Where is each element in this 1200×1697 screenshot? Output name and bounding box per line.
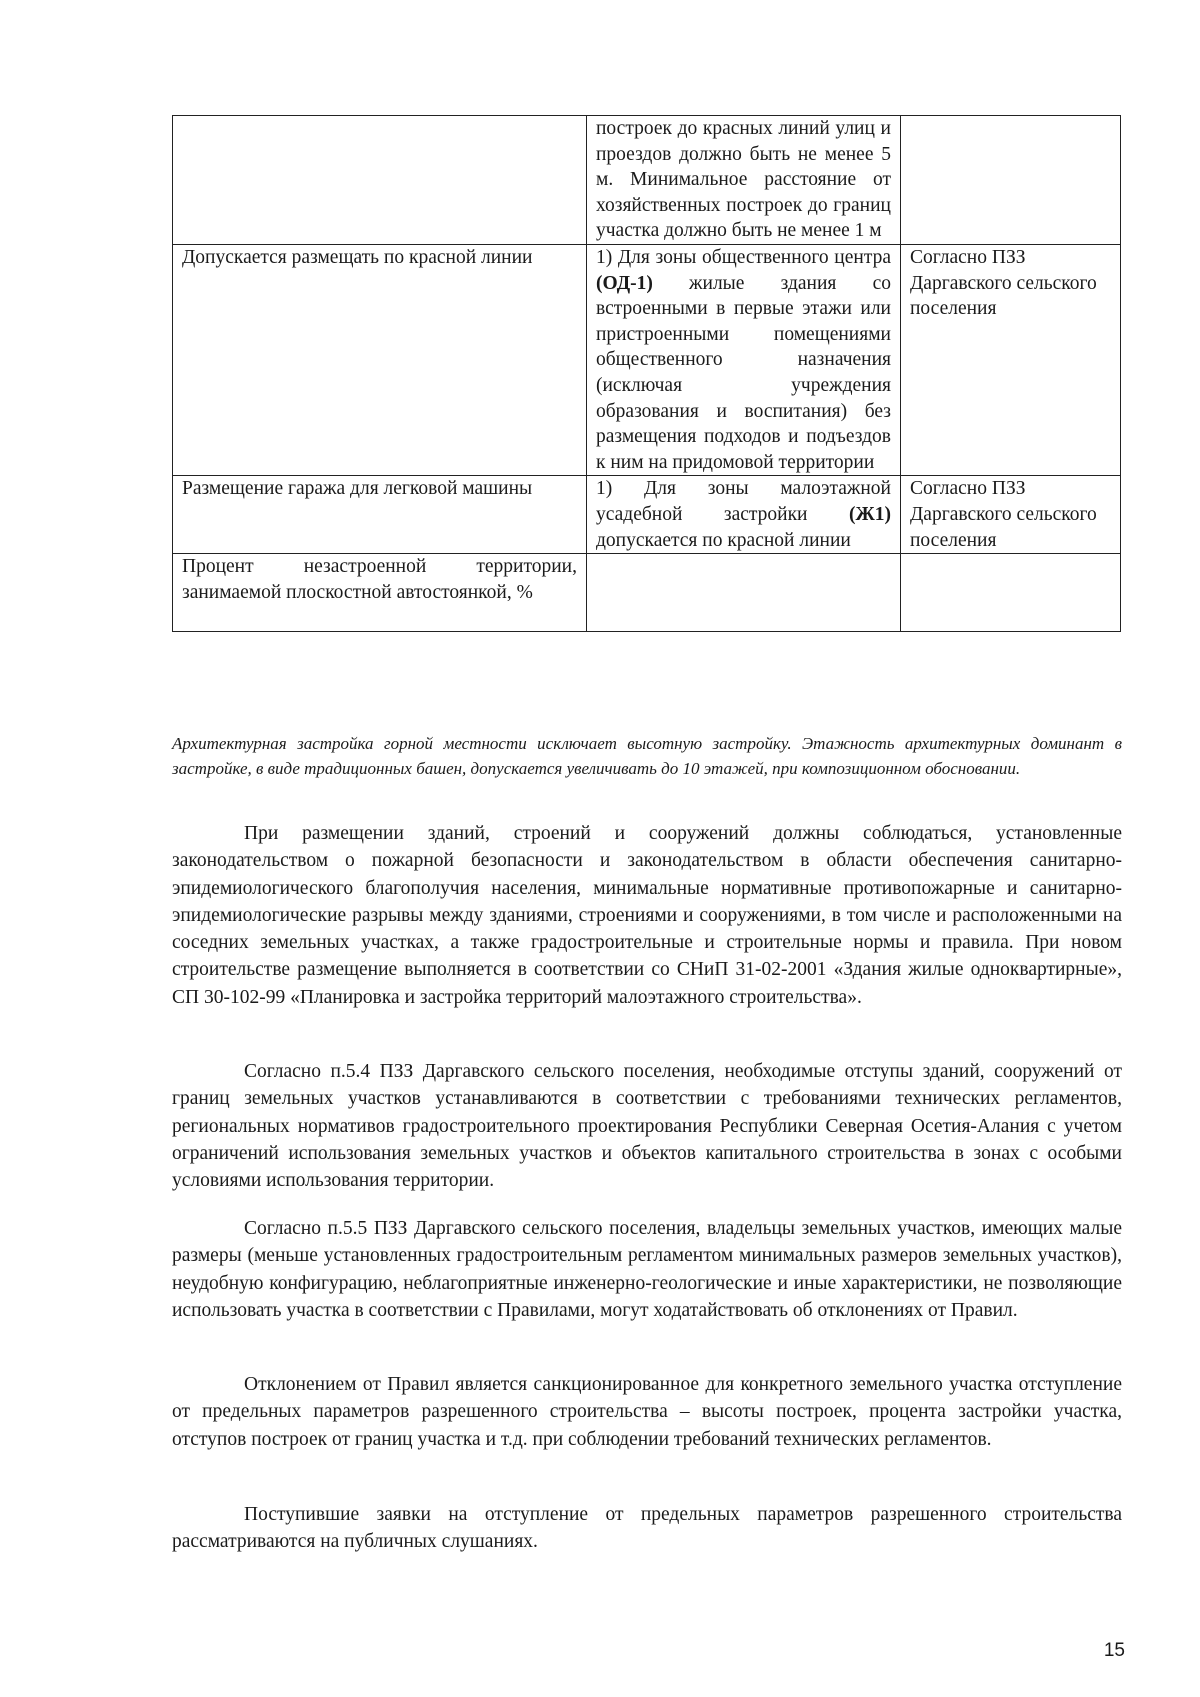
table-cell-parameter xyxy=(173,116,587,245)
body-paragraph: Согласно п.5.5 ПЗЗ Даргавского сельского поселения, владельцы земельных участков, имеющих малые размеры (меньше установленных градостроительным регламентом минимальных размеров земельных участков), неудобную конфигурацию, неблагоприятные инженерно-геологические и иные характеристики, не позволяющие использовать участка в соответствии с Правилами, могут ходатайствовать об отклонениях от Правил. xyxy=(172,1218,1122,1321)
table-cell-source xyxy=(901,116,1121,245)
body-paragraph: Согласно п.5.4 ПЗЗ Даргавского сельского поселения, необходимые отступы зданий, сооружений от границ земельных участков устанавливаются в соответствии с требованиями технических регламентов, региональных нормативов градостроительного проектирования Республики Северная Осетия-Алания с учетом ограничений использования земельных участков и объектов капитального строительства в зонах с особыми условиями использования территории. xyxy=(172,1061,1122,1192)
table-row xyxy=(173,554,1121,632)
table-row xyxy=(173,116,1121,245)
body-paragraph: Поступившие заявки на отступление от предельных параметров разрешенного строительства рассматриваются на публичных слушаниях. xyxy=(172,1504,1122,1553)
body-paragraph: При размещении зданий, строений и сооружений должны соблюдаться, установленные законодательством о пожарной безопасности и законодательством в области обеспечения санитарно-эпидемиологического благополучия населения, минимальные нормативные противопожарные и санитарно-эпидемиологические разрывы между зданиями, строениями и сооружениями, в том числе и расположенными на соседних земельных участках, а также градостроительные и строительные нормы и правила. При новом строительстве размещение выполняется в соответствии со СНиП 31-02-2001 «Здания жилые одноквартирные», СП 30-102-99 «Планировка и застройка территорий малоэтажного строительства». xyxy=(172,823,1122,1008)
table-cell-value xyxy=(587,554,901,632)
value-text: 1) Для зоны малоэтажной усадебной застройки xyxy=(596,478,891,525)
zone-code: (Ж1) xyxy=(848,503,891,525)
table-cell-parameter: Размещение гаража для легковой машины xyxy=(173,476,587,554)
zone-code: (ОД-1) xyxy=(596,272,653,294)
parameters-table xyxy=(172,115,1121,632)
table-cell-parameter: Допускается размещать по красной линии xyxy=(173,244,587,475)
table-row xyxy=(173,244,1121,475)
body-paragraph: Отклонением от Правил является санкционированное для конкретного земельного участка отступление от предельных параметров разрешенного строительства – высоты построек, процента застройки участка, отступов построек от границ участка и т.д. при соблюдении требований технических регламентов. xyxy=(172,1374,1122,1450)
value-text: 1) Для зоны общественного центра xyxy=(596,246,891,268)
table-cell-value: построек до красных линий улиц и проездов должно быть не менее 5 м. Минимальное расстояние от хозяйственных построек до границ участка должно быть не менее 1 м xyxy=(587,116,901,245)
table-cell-value xyxy=(587,476,901,554)
table-cell-source xyxy=(901,554,1121,632)
table-row xyxy=(173,476,1121,554)
table-cell-parameter: Процент незастроенной территории, занимаемой плоскостной автостоянкой, % xyxy=(173,554,587,632)
table-cell-source: Согласно ПЗЗ Даргавского сельского поселения xyxy=(901,476,1121,554)
italic-note: Архитектурная застройка горной местности исключает высотную застройку. Этажность архитектурных доминант в застройке, в виде традиционных башен, допускается увеличивать до 10 этажей, при композиционном обосновании. xyxy=(172,734,1122,778)
value-text: допускается по красной линии xyxy=(596,529,851,551)
table-cell-source: Согласно ПЗЗ Даргавского сельского поселения xyxy=(901,244,1121,475)
page-number: 15 xyxy=(1103,1640,1125,1661)
table-cell-value xyxy=(587,244,901,475)
value-text: жилые здания со встроенными в первые этажи или пристроенными помещениями общественного назначения (исключая учреждения образования и воспитания) без размещения подходов и подъездов к ним на придомовой территории xyxy=(596,272,891,473)
